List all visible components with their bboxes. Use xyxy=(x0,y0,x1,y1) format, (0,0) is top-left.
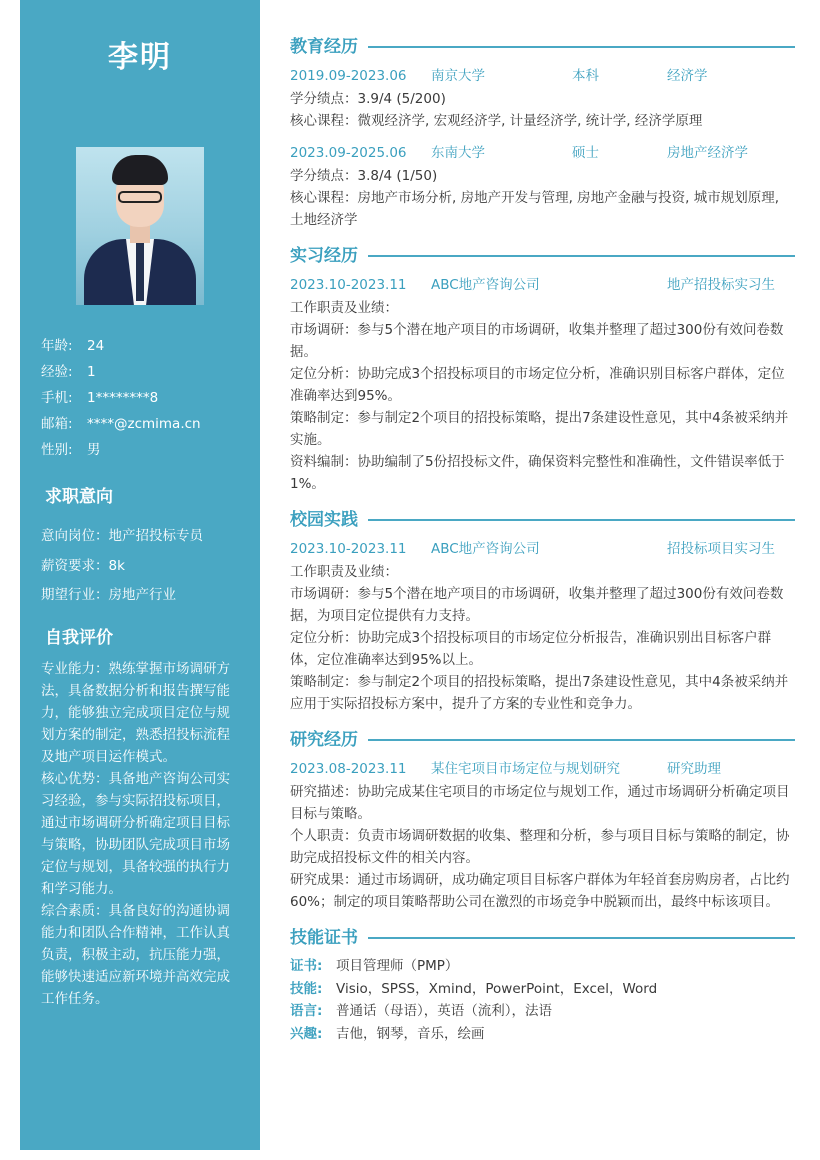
info-experience: 经验: 1 xyxy=(41,364,96,380)
research-line: 研究描述：协助完成某住宅项目的市场定位与规划工作，通过市场调研分析确定项目目标与策略。 xyxy=(290,784,790,822)
section-title: 技能证书 xyxy=(290,928,358,948)
job-intent xyxy=(41,522,251,611)
research-section xyxy=(290,727,795,913)
section-title: 研究经历 xyxy=(290,730,358,750)
eval-item: 专业能力：熟练掌握市场调研方法，具备数据分析和报告撰写能力，能够独立完成项目定位与规划方案的制定，熟悉招投标流程及地产项目运作模式。 xyxy=(41,661,230,765)
duty-line: 市场调研：参与5个潜在地产项目的市场调研，收集并整理了超过300份有效问卷数据。 xyxy=(290,322,784,360)
education-meta: 2023.09-2025.06 东南大学 硕士 房地产经济学 xyxy=(290,145,748,161)
section-divider xyxy=(368,519,795,521)
intent-salary: 薪资要求：8k xyxy=(41,557,125,574)
info-email: 邮箱: ****@zcmima.cn xyxy=(41,416,201,432)
campus-section xyxy=(290,507,795,715)
sidebar xyxy=(20,0,260,1150)
research-line: 研究成果：通过市场调研，成功确定项目目标客户群体为年轻首套房购房者，占比约60%；制定的项目策略帮助公司在激烈的市场竞争中脱颖而出，最终中标该项目。 xyxy=(290,872,790,910)
duty-line: 策略制定：参与制定2个项目的招投标策略，提出7条建设性意见，其中4条被采纳并实施。 xyxy=(290,410,789,448)
duty-line: 策略制定：参与制定2个项目的招投标策略，提出7条建设性意见，其中4条被采纳并应用于实际招投标方案中，提升了方案的专业性和竞争力。 xyxy=(290,674,789,712)
courses-line: 核心课程：微观经济学, 宏观经济学, 计量经济学, 统计学, 经济学原理 xyxy=(290,113,703,129)
profile-photo xyxy=(76,147,204,305)
eval-item: 核心优势：具备地产咨询公司实习经验，参与实际招投标项目，通过市场调研分析确定项目目标与策略，协助团队完成项目市场定位与规划，具备较强的执行力和学习能力。 xyxy=(41,771,230,897)
section-title: 实习经历 xyxy=(290,246,358,266)
duty-line: 定位分析：协助完成3个招投标项目的市场定位分析报告，准确识别出目标客户群体，定位准确率达到95%以上。 xyxy=(290,630,772,668)
info-phone: 手机: 1********8 xyxy=(41,390,159,406)
campus-meta: 2023.10-2023.11 ABC地产咨询公司 招投标项目实习生 xyxy=(290,541,775,557)
duty-line: 市场调研：参与5个潜在地产项目的市场调研，收集并整理了超过300份有效问卷数据，为项目定位提供有力支持。 xyxy=(290,586,784,624)
duty-line: 工作职责及业绩： xyxy=(290,300,398,316)
skill-row-interest: 兴趣: 吉他，钢琴，音乐，绘画 xyxy=(290,1025,485,1042)
self-evaluation xyxy=(41,658,241,1010)
section-title: 教育经历 xyxy=(290,37,358,57)
info-gender: 性别: 男 xyxy=(41,442,101,458)
skill-row-skills: 技能: Visio，SPSS，Xmind，PowerPoint，Excel，Word xyxy=(290,980,658,997)
intent-industry: 期望行业：房地产行业 xyxy=(41,587,176,603)
skills-section xyxy=(290,925,795,1045)
education-section xyxy=(290,34,795,231)
duty-line: 定位分析：协助完成3个招投标项目的市场定位分析，准确识别目标客户群体，定位准确率达到95%。 xyxy=(290,366,785,404)
section-divider xyxy=(368,739,795,741)
intent-title: 求职意向 xyxy=(45,487,113,507)
courses-line: 核心课程：房地产市场分析, 房地产开发与管理, 房地产金融与投资, 城市规划原理, 土地经济学 xyxy=(290,190,780,228)
candidate-name: 李明 xyxy=(108,40,172,75)
eval-title: 自我评价 xyxy=(45,628,113,648)
intent-position: 意向岗位：地产招投标专员 xyxy=(41,528,203,544)
section-divider xyxy=(368,46,795,48)
info-age: 年龄: 24 xyxy=(41,338,105,354)
section-title: 校园实践 xyxy=(290,510,358,530)
skill-row-language: 语言: 普通话（母语），英语（流利），法语 xyxy=(290,1003,552,1019)
gpa-line: 学分绩点：3.9/4 (5/200) xyxy=(290,91,446,107)
eval-item: 综合素质：具备良好的沟通协调能力和团队合作精神，工作认真负责，积极主动，抗压能力强，能够快速适应新环境并高效完成工作任务。 xyxy=(41,903,230,1007)
personal-info xyxy=(41,333,251,463)
gpa-line: 学分绩点：3.8/4 (1/50) xyxy=(290,168,438,184)
internship-section xyxy=(290,243,795,495)
duty-line: 资料编制：协助编制了5份招投标文件，确保资料完整性和准确性，文件错误率低于1%。 xyxy=(290,454,785,492)
duty-line: 工作职责及业绩： xyxy=(290,564,398,580)
section-divider xyxy=(368,937,795,939)
research-line: 个人职责：负责市场调研数据的收集、整理和分析，参与项目目标与策略的制定，协助完成招投标文件的相关内容。 xyxy=(290,828,790,866)
internship-meta: 2023.10-2023.11 ABC地产咨询公司 地产招投标实习生 xyxy=(290,277,775,293)
main-content xyxy=(290,34,795,1057)
section-divider xyxy=(368,255,795,257)
skill-row-cert: 证书: 项目管理师（PMP） xyxy=(290,958,459,974)
research-meta: 2023.08-2023.11 某住宅项目市场定位与规划研究 研究助理 xyxy=(290,761,721,777)
education-meta: 2019.09-2023.06 南京大学 本科 经济学 xyxy=(290,68,708,84)
